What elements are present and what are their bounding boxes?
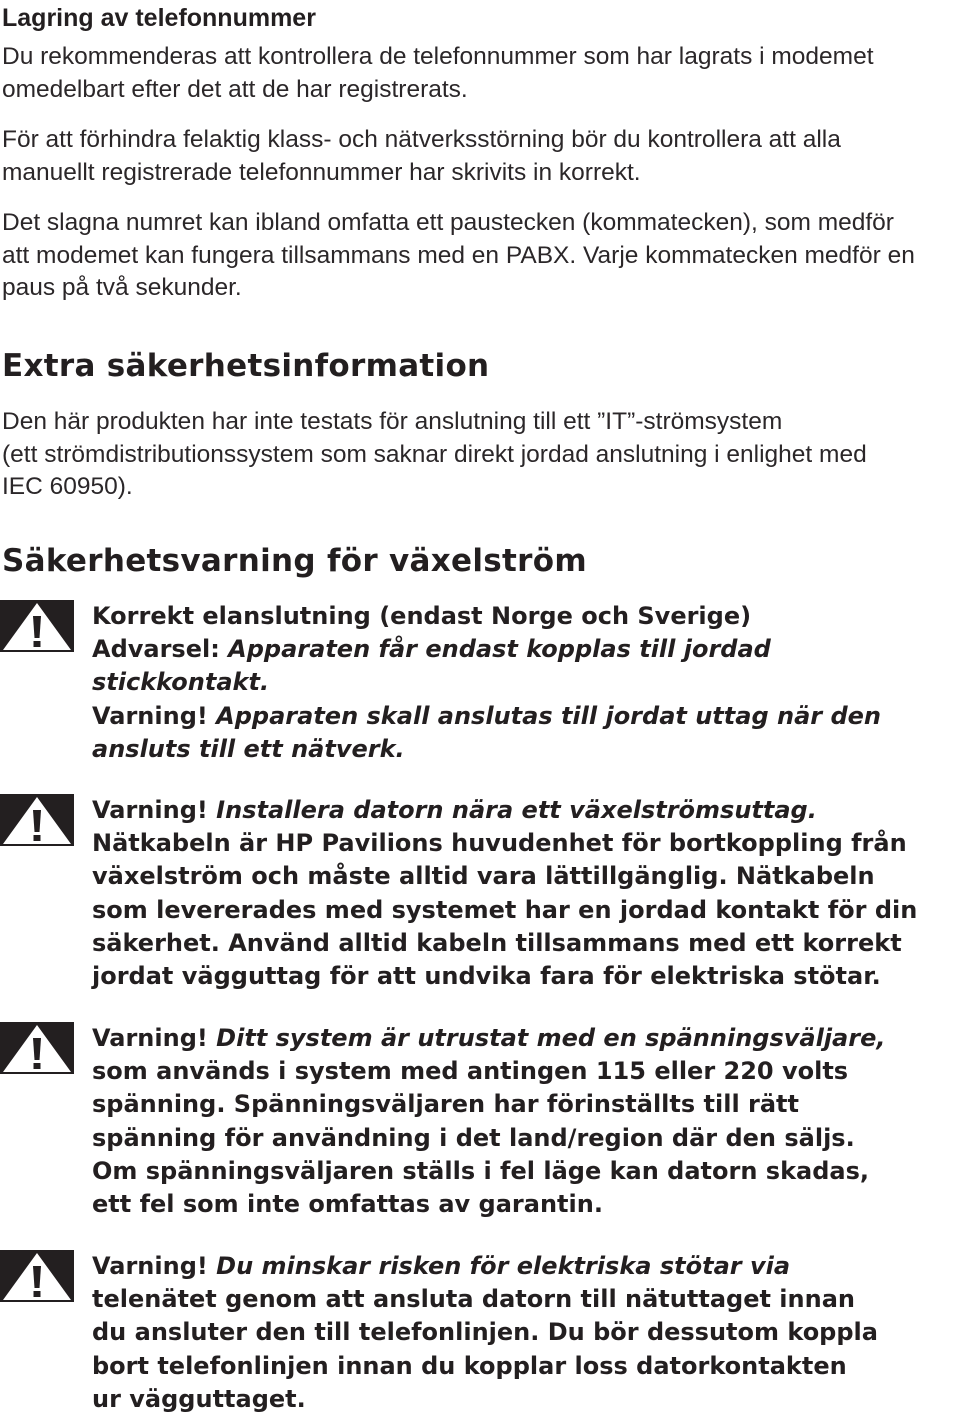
warning-italic-text: Du minskar risken för elektriska stötar via <box>216 1252 791 1280</box>
warning-bold-text: du ansluter den till telefonlinjen. Du bör dessutom koppla <box>92 1318 878 1347</box>
warning-italic-text: Apparaten skall anslutas till jordat uttag när den <box>216 701 881 730</box>
text-line: att modemet kan fungera tillsammans med en PABX. Varje kommatecken medför en <box>2 241 915 269</box>
paragraph-pause-character <box>2 207 952 305</box>
warning-italic-text: Ditt system är utrustat med en spänningsväljare, <box>216 1024 886 1052</box>
warning-line <box>92 1155 952 1188</box>
warning-line <box>92 1055 952 1088</box>
warning-line <box>92 1383 952 1416</box>
paragraph-prevent-interference <box>2 124 952 189</box>
warning-triangle-icon <box>0 1022 74 1074</box>
warning-line <box>92 1250 952 1283</box>
section-heading-extra-safety: Extra säkerhetsinformation <box>2 348 490 384</box>
warning-bold-text: spänning för användning i det land/region där den säljs. <box>92 1123 855 1152</box>
warning-bold-text: Om spänningsväljaren ställs i fel läge kan datorn skadas, <box>92 1156 870 1185</box>
warning-text <box>92 1250 952 1416</box>
warning-line <box>92 827 952 860</box>
text-line: paus på två sekunder. <box>2 274 242 301</box>
paragraph-it-power-system <box>2 406 952 504</box>
text-line: Det slagna numret kan ibland omfatta ett paustecken (kommatecken), som medför <box>2 209 894 236</box>
warning-text <box>92 1022 952 1221</box>
warning-line <box>92 600 952 633</box>
warning-bold-text: ur vägguttaget. <box>92 1384 306 1413</box>
text-line: manuellt registrerade telefonnummer har skrivits in korrekt. <box>2 158 641 186</box>
text-line: Den här produkten har inte testats för anslutning till ett ”IT”-strömsystem <box>2 408 783 435</box>
warning-text <box>92 794 952 993</box>
warning-line <box>92 1283 952 1316</box>
text-line: (ett strömdistributionssystem som saknar direkt jordad anslutning i enlighet med <box>2 440 867 468</box>
paragraph-check-numbers <box>2 41 952 106</box>
section-heading-ac-safety-warning: Säkerhetsvarning för växelström <box>2 543 587 579</box>
warning-line <box>92 700 952 733</box>
warning-bold-text: Varning! <box>92 701 217 730</box>
warning-bold-text: Nätkabeln är HP Pavilions huvudenhet för bortkoppling från <box>92 829 907 858</box>
warning-line <box>92 960 952 993</box>
warning-bold-text: säkerhet. Använd alltid kabeln tillsammans med ett korrekt <box>92 928 902 957</box>
warning-bold-text: Varning! <box>92 796 217 824</box>
warning-bold-text: som levererades med systemet har en jordad kontakt för din <box>92 895 918 924</box>
warning-line <box>92 1350 952 1383</box>
warning-line <box>92 860 952 893</box>
warning-line <box>92 894 952 927</box>
warning-triangle-icon <box>0 794 74 846</box>
warning-line <box>92 1022 952 1055</box>
warning-line <box>92 666 952 699</box>
warning-bold-text: spänning. Spänningsväljaren har förinställts till rätt <box>92 1090 800 1119</box>
warning-bold-text: telenätet genom att ansluta datorn till nätuttaget innan <box>92 1285 855 1314</box>
warning-line <box>92 1188 952 1221</box>
text-line: IEC 60950). <box>2 473 133 500</box>
text-line: För att förhindra felaktig klass- och nätverksstörning bör du kontrollera att alla <box>2 126 841 153</box>
section-heading-phone-storage: Lagring av telefonnummer <box>2 4 316 32</box>
warning-bold-text: Varning! <box>92 1024 217 1052</box>
warning-line <box>92 927 952 960</box>
warning-triangle-icon <box>0 1250 74 1302</box>
warning-line <box>92 733 952 766</box>
warning-bold-text: Korrekt elanslutning (endast Norge och Sverige) <box>92 602 752 630</box>
warning-line <box>92 794 952 827</box>
text-line: omedelbart efter det att de har registrerats. <box>2 75 468 103</box>
warning-bold-text: ett fel som inte omfattas av garantin. <box>92 1190 603 1219</box>
text-line: Du rekommenderas att kontrollera de telefonnummer som har lagrats i modemet <box>2 43 874 70</box>
warning-italic-text: ansluts till ett nätverk. <box>92 734 405 763</box>
warning-text <box>92 600 952 766</box>
warning-triangle-icon <box>0 600 74 652</box>
warning-bold-text: som används i system med antingen 115 eller 220 volts <box>92 1057 849 1086</box>
warning-italic-text: stickkontakt. <box>92 668 270 697</box>
warning-italic-text: Apparaten får endast kopplas till jordad <box>228 635 771 664</box>
warning-bold-text: jordat vägguttag för att undvika fara för elektriska stötar. <box>92 962 881 991</box>
warning-bold-text: Varning! <box>92 1252 217 1280</box>
warning-bold-text: växelström och måste alltid vara lättillgänglig. Nätkabeln <box>92 862 875 891</box>
warning-line <box>92 633 952 666</box>
warning-line <box>92 1088 952 1121</box>
warning-line <box>92 1316 952 1349</box>
warning-italic-text: Installera datorn nära ett växelströmsuttag. <box>216 796 817 824</box>
warning-line <box>92 1122 952 1155</box>
warning-bold-text: Advarsel: <box>92 635 229 664</box>
warning-bold-text: bort telefonlinjen innan du kopplar loss datorkontakten <box>92 1351 847 1380</box>
